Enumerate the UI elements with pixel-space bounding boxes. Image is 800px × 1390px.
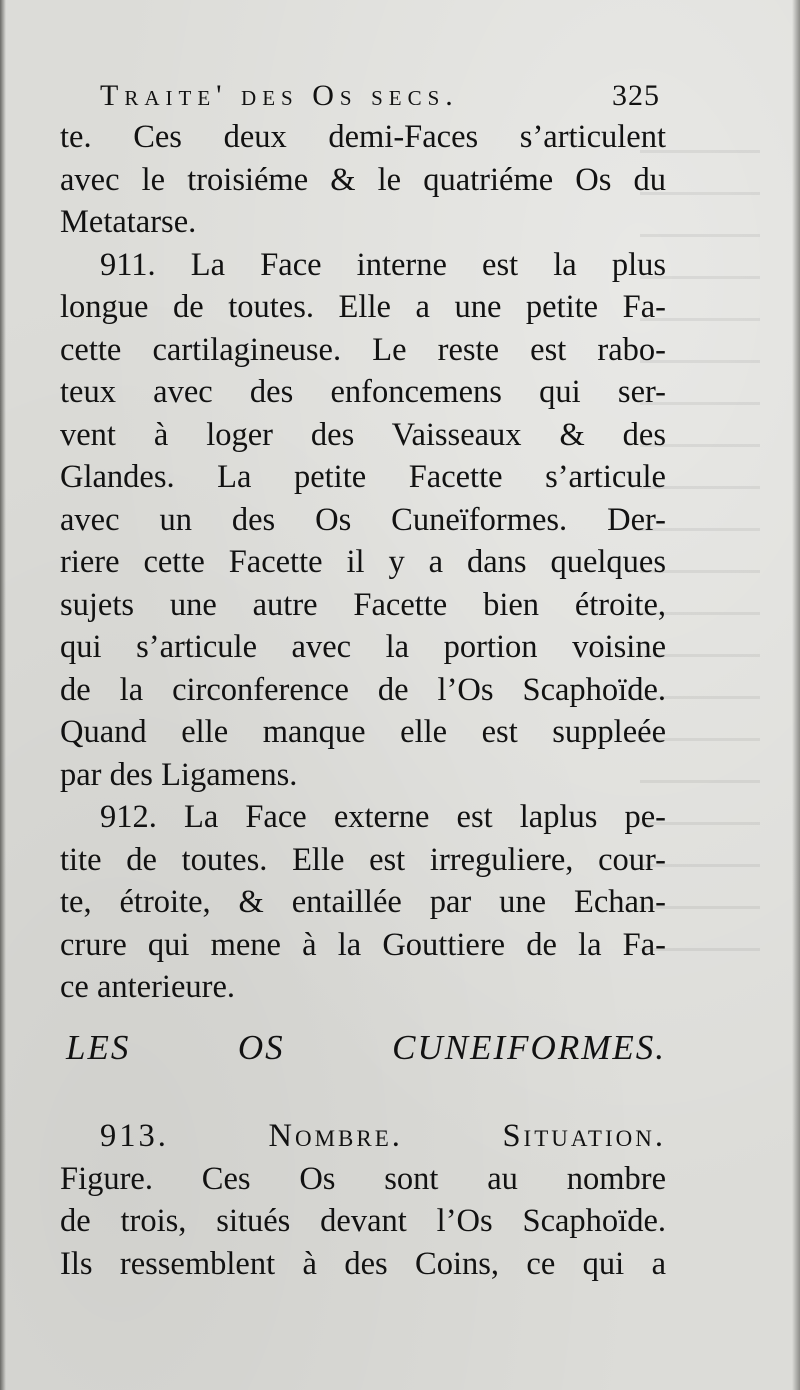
text-line: de la circonference de l’Os Scaphoïde. <box>60 671 666 708</box>
text-line: avec un des Os Cuneïformes. Der- <box>60 501 666 538</box>
text-line: te, étroite, & entaillée par une Echan- <box>60 884 666 920</box>
text-line: vent à loger des Vaisseaux & des <box>60 416 666 453</box>
text-line: ce anterieure. <box>60 969 236 1005</box>
paragraph-912-start: 912. La Face externe est laplus pe- <box>100 799 666 835</box>
text-line: teux avec des enfoncemens qui ser- <box>60 374 666 410</box>
page-number: 325 <box>612 79 660 112</box>
text-line: te. Ces deux demi-Faces s’articulent <box>60 119 666 155</box>
text-line: tite de toutes. Elle est irreguliere, cour- <box>60 841 666 878</box>
text-line: riere cette Facette il y a dans quelques <box>60 544 666 580</box>
text-line: par des Ligamens. <box>60 756 298 793</box>
text-line: de trois, situés devant l’Os Scaphoïde. <box>60 1203 666 1239</box>
text-line: cette cartilagineuse. Le reste est rabo- <box>60 331 666 368</box>
text-line: Figure. Ces Os sont au nombre <box>60 1160 666 1197</box>
text-line: Glandes. La petite Facette s’articule <box>60 459 666 495</box>
paragraph-913-start: 913. Nombre. Situation. <box>100 1118 666 1154</box>
text-line: crure qui mene à la Gouttiere de la Fa- <box>60 926 666 963</box>
section-heading: LES OS CUNEIFORMES. <box>66 1028 666 1067</box>
text-line: sujets une autre Facette bien étroite, <box>60 586 666 623</box>
page-right-shadow <box>792 0 800 1390</box>
section-text <box>60 1115 666 1285</box>
text-line: avec le troisiéme & le quatriéme Os du <box>60 161 666 198</box>
paragraph-911-start: 911. La Face interne est la plus <box>100 246 666 283</box>
text-line: Quand elle manque elle est suppleée <box>60 714 666 750</box>
text-line: Metatarse. <box>60 204 197 240</box>
running-head <box>100 74 660 118</box>
running-head-title: Traite' des Os secs. <box>100 79 459 112</box>
text-line: qui s’articule avec la portion voisine <box>60 629 666 665</box>
page-left-shadow <box>0 0 6 1390</box>
body-text <box>60 116 666 1009</box>
text-line: longue de toutes. Elle a une petite Fa- <box>60 289 666 325</box>
text-line: Ils ressemblent à des Coins, ce qui a <box>60 1245 666 1282</box>
